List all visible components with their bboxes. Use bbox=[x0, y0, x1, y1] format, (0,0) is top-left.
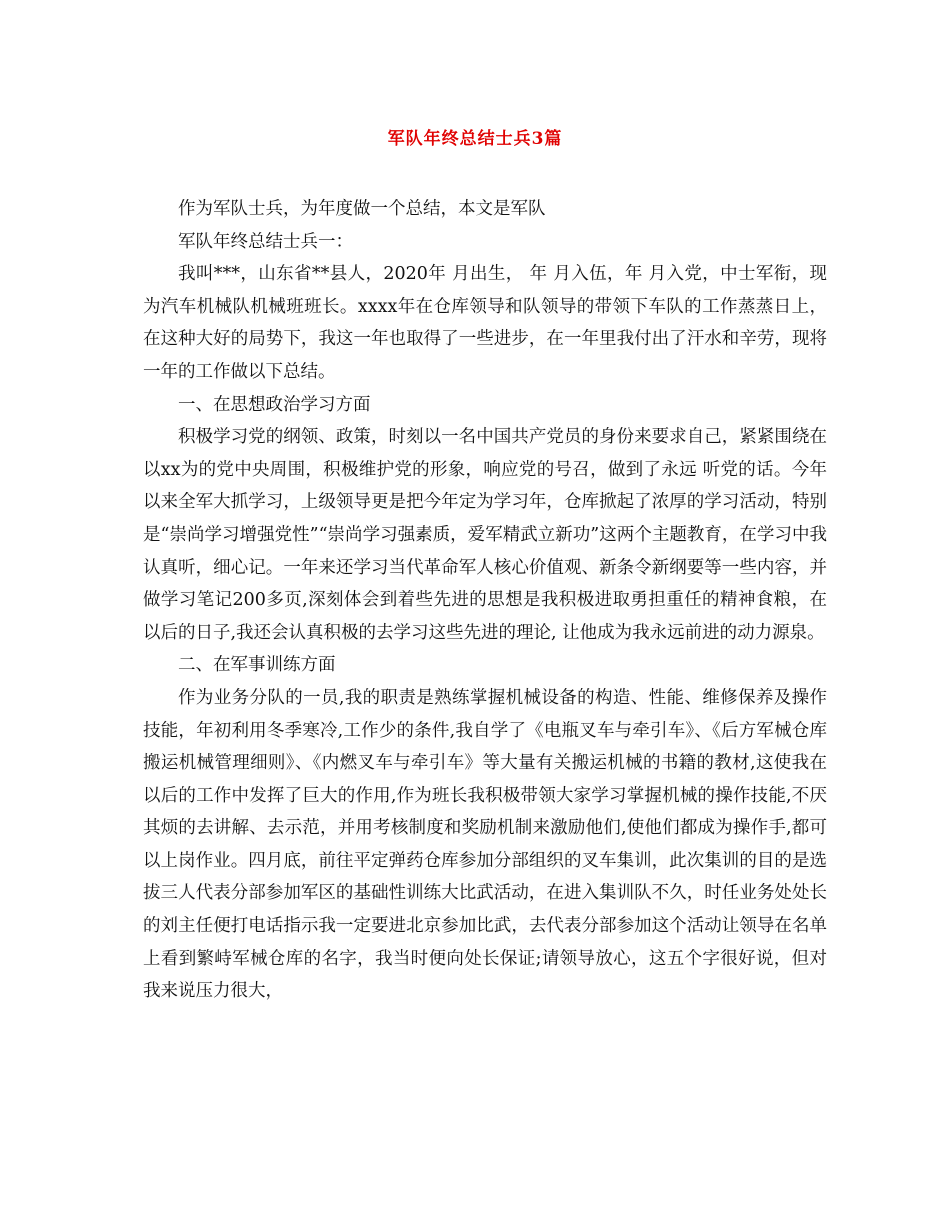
paragraph-intro: 作为军队士兵，为年度做一个总结，本文是军队 bbox=[178, 199, 546, 219]
heading-political-study: 一、在思想政治学习方面 bbox=[178, 394, 371, 415]
paragraph-military-training: 作为业务分队的一员,我的职责是熟练掌握机械设备的构造、性能、维修保养及操作技能，年初利用冬季寒冷,工作少的条件,我自学了《电瓶叉车与牵引车》、《后方军械仓库搬运机械管理细则》、《内燃叉车与牵引车》等大量有关搬运机械的书籍的教材,这使我在以后的工作中发挥了巨大的作用,作为班长我积极带领大家学习掌握机械的操作技能,不厌其烦的去讲解、去示范，并用考核制度和奖励机制来激励他们,使他们都成为操作手,都可以上岗作业。四月底，前往平定弹药仓库参加分部组织的叉车集训，此次集训的目的是选拔三人代表分部参加军区的基础性训练大比武活动，在进入集训队不久，时任业务处处长的刘主任便打电话指示我一定要进北京参加比武，去代表分部参加这个活动让领导在名单上看到繁峙军械仓库的名字，我当时便向处长保证;请领导放心，这五个字很好说，但对我来说压力很大， bbox=[143, 687, 827, 1002]
paragraph-section-heading: 军队年终总结士兵一： bbox=[178, 231, 353, 252]
document-title: 军队年终总结士兵3篇 bbox=[387, 129, 563, 149]
heading-military-training: 二、在军事训练方面 bbox=[178, 655, 336, 676]
document-body bbox=[143, 193, 827, 1008]
paragraph-political-study: 积极学习党的纲领、政策，时刻以一名中国共产党员的身份来要求自己，紧紧围绕在以xx为的党中央周围，积极维护党的形象，响应党的号召，做到了永远 听党的话。今年以来全军大抓学习，上级领导更是把今年定为学习年，仓库掀起了浓厚的学习活动，特别是“崇尚学习增强党性”“崇尚学习强素质，爱军精武立新功”这两个主题教育，在学习中我认真听，细心记。一年来还学习当代革命军人核心价值观、新条令新纲要等一些内容，并做学习笔记200多页,深刻体会到着些先进的思想是我积极进取勇担重任的精神食粮，在以后的日子,我还会认真积极的去学习这些先进的理论, 让他成为我永远前进的动力源泉。 bbox=[143, 427, 827, 643]
paragraph-self-introduction: 我叫***，山东省**县人，2020年 月出生， 年 月入伍，年 月入党，中士军衔，现为汽车机械队机械班班长。xxxx年在仓库领导和队领导的带领下车队的工作蒸蒸日上，在这种大好的局势下，我这一年也取得了一些进步，在一年里我付出了汗水和辛劳，现将一年的工作做以下总结。 bbox=[143, 264, 827, 382]
